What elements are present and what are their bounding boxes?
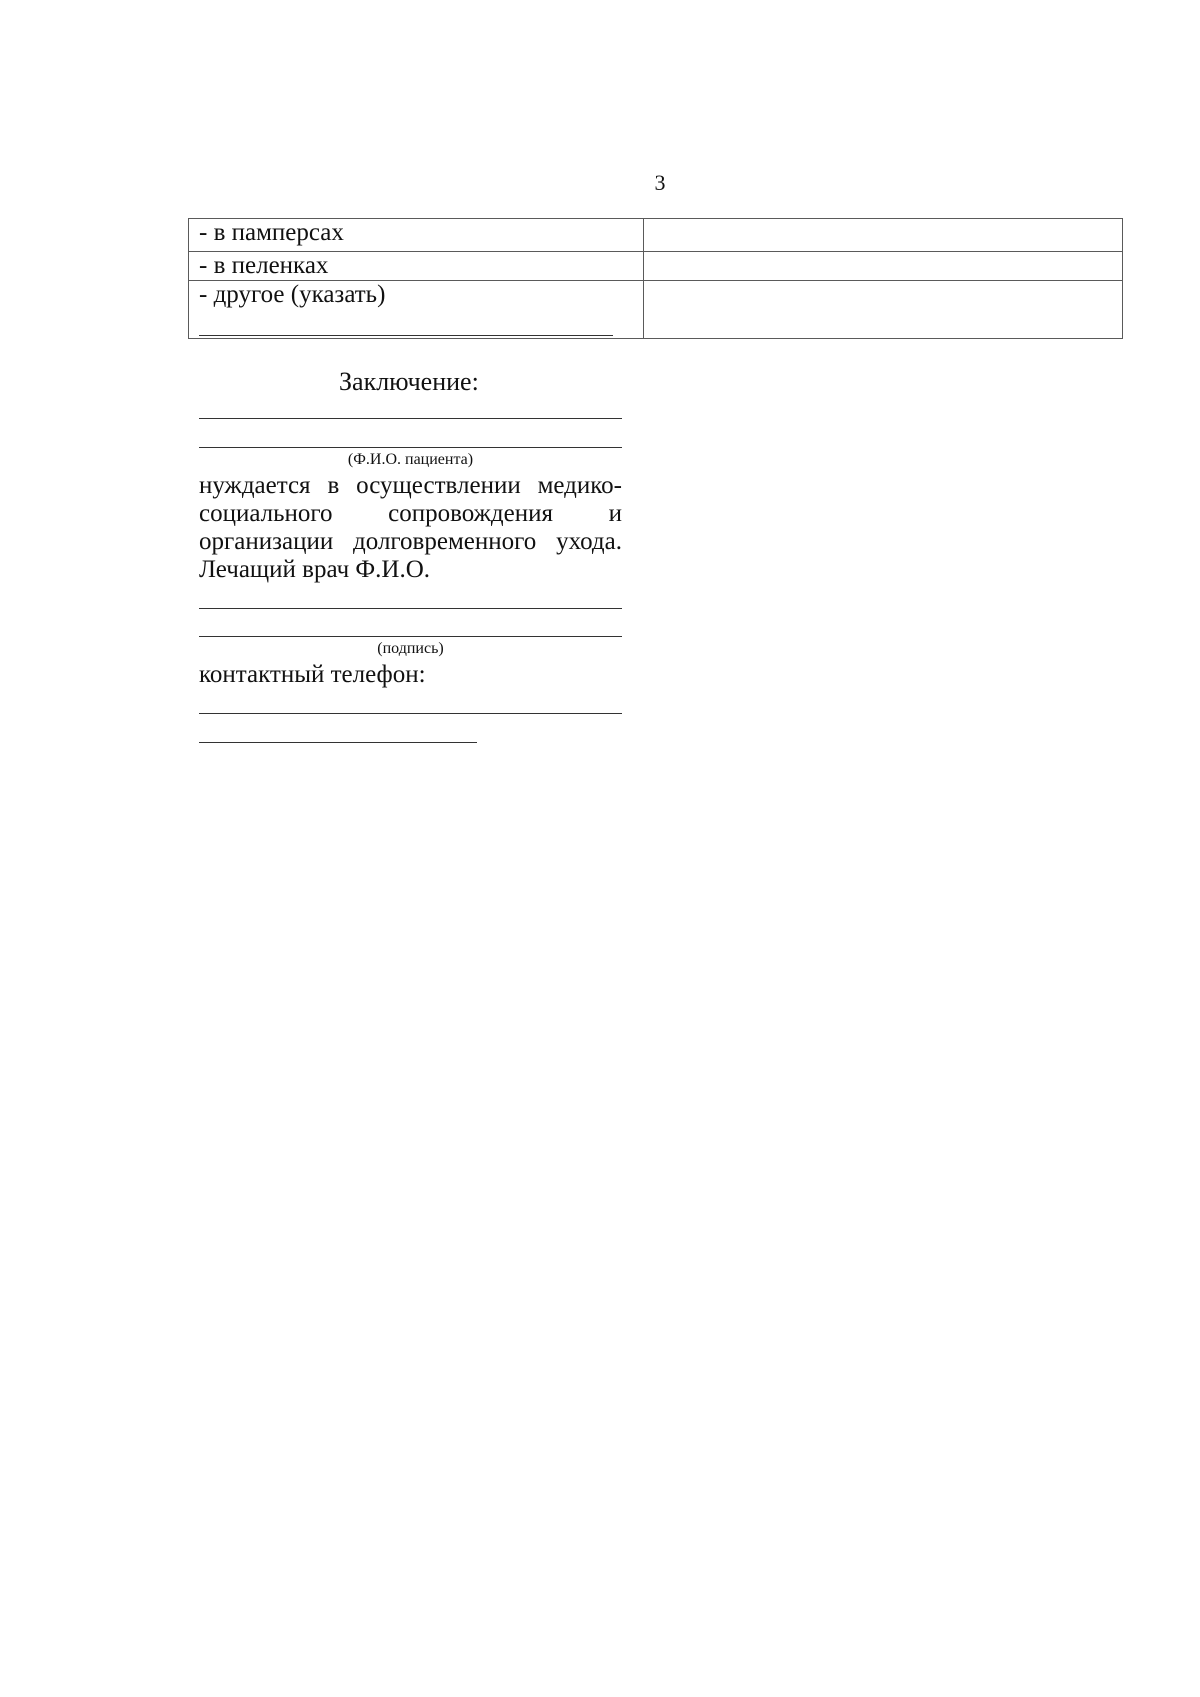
doctor-name-line: [199, 608, 622, 609]
contact-phone-line: [199, 713, 622, 714]
other-label-text: - другое (указать): [199, 281, 386, 308]
table-row: [189, 219, 1123, 252]
patient-name-line: [199, 418, 622, 419]
table-cell-label: - в пеленках: [189, 252, 644, 281]
table-cell-value: [644, 252, 1123, 281]
conclusion-title: Заключение:: [339, 367, 479, 396]
table-cell-label: - в памперсах: [189, 219, 644, 252]
table-cell-value: [644, 281, 1123, 339]
table-row: [189, 281, 1123, 339]
conclusion-section: [199, 362, 622, 743]
contact-phone-label: контактный телефон:: [199, 661, 426, 688]
table-cell-value: [644, 219, 1123, 252]
contact-phone-line-short: [199, 742, 477, 743]
page-number: 3: [654, 170, 666, 195]
signature-caption: (подпись): [377, 640, 444, 657]
care-table: [188, 218, 1123, 339]
patient-name-caption: (Ф.И.О. пациента): [347, 451, 474, 468]
conclusion-statement: нуждается в осуществлении медико-социального сопровождения и организации долговременного ухода. Лечащий врач Ф.И.О.: [199, 472, 622, 583]
table-cell-label-other: [189, 281, 644, 339]
table-row: [189, 252, 1123, 281]
other-specify-line: [199, 335, 613, 336]
